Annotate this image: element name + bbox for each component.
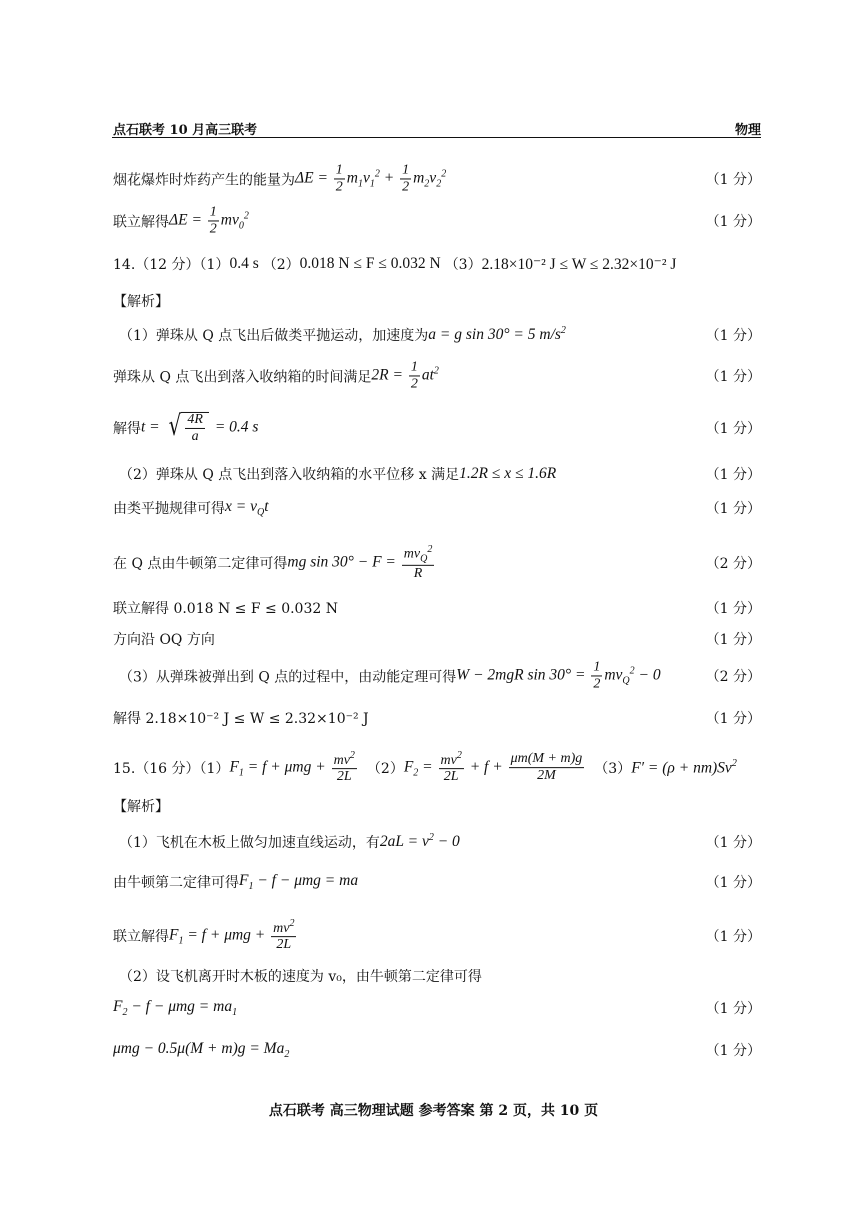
formula: $F_2$ = $\frac{mv^2}{2L}$ + f + $\frac{\mu m(M + m)g}{2M}$ xyxy=(403,750,583,785)
line-xvt: 由类平抛规律可得 $x = v_Qt$ （1 分） xyxy=(113,497,761,519)
line-board-eq xyxy=(113,1030,761,1070)
line-solve-energy: 联立解得 ΔE = $\frac{1}{2}$ $mv_0^2$ （1 分） xyxy=(113,204,761,237)
score: （1 分） xyxy=(705,421,761,437)
line-t-result: 解得 t = √ $\frac{4R}{a}$ = 0.4 s （1 分） xyxy=(113,408,761,444)
formula: $\mu mg - 0.5\mu(M + m)g = Ma_2$ xyxy=(113,1039,290,1061)
score: （1 分） xyxy=(705,369,761,385)
line-f-result: 联立解得 0.018 N ≤ F ≤ 0.032 N （1 分） xyxy=(113,588,761,628)
q15-answer: 15.（16 分）（1） $F_1 = f + \mu mg$ + $\frac{mv^2}{2L}$ （2） $F_2$ = $\frac{mv^2}{2L}$ + f + $\frac{\mu m(M + m)g}{2M}$ （3） $F' = (\rho + nm)Sv^2$ xyxy=(113,750,737,785)
formula: $x = v_Qt$ xyxy=(225,497,269,519)
line-uniform-accel: （1）飞机在木板上做匀加速直线运动，有 $2aL = v^2 - 0$ （1 分） xyxy=(119,832,761,851)
score: （1 分） xyxy=(705,875,761,891)
formula: ΔE = $\frac{1}{2}$ $m_1v_1^2$ + $\frac{1}{2}$ $m_2v_2^2$ xyxy=(295,162,447,195)
formula: ΔE = $\frac{1}{2}$ $mv_0^2$ xyxy=(169,204,249,237)
line-energy: 烟花爆炸时炸药产生的能量为 ΔE = $\frac{1}{2}$ $m_1v_1^2$ + $\frac{1}{2}$ $m_2v_2^2$ （1 分） xyxy=(113,162,761,195)
line-f2-eq xyxy=(113,988,761,1028)
line-f1-result: 联立解得 $F_1 = f + \mu mg$ + $\frac{mv^2}{2L}$ （1 分） xyxy=(113,918,761,953)
score: （1 分） xyxy=(705,1043,761,1059)
line-newton-plane: 由牛顿第二定律可得 $F_1 - f - \mu mg$ = ma （1 分） xyxy=(113,871,761,893)
line-direction: 方向沿 OQ 方向 （1 分） xyxy=(113,619,761,659)
formula: $F_2 - f - \mu mg = ma_1$ xyxy=(113,997,238,1019)
header-left: 点石联考 10 月高三联考 xyxy=(113,123,258,138)
formula: mg sin 30° − F = $\frac{mv_Q^2}{R}$ xyxy=(287,543,433,581)
score: （1 分） xyxy=(705,632,761,648)
formula: $2aL = v^2 - 0$ xyxy=(379,832,460,851)
score: （2 分） xyxy=(705,556,761,572)
score: （1 分） xyxy=(705,214,761,230)
analysis-heading: 【解析】 xyxy=(113,294,169,310)
line-board-speed: （2）设飞机离开时木板的速度为 v₀，由牛顿第二定律可得 xyxy=(119,969,482,985)
score: （1 分） xyxy=(705,467,761,483)
formula: a = g sin 30° = 5 $m/s^2$ xyxy=(428,325,566,344)
line-displacement: （2）弹珠从 Q 点飞出到落入收纳箱的水平位移 x 满足 1.2R ≤ x ≤ 1.6R （1 分） xyxy=(119,465,761,483)
score: （1 分） xyxy=(705,929,761,945)
formula: $F_1 - f - \mu mg$ = ma xyxy=(239,871,359,893)
score: （1 分） xyxy=(705,601,761,617)
formula: $F' = (\rho + nm)Sv^2$ xyxy=(631,758,737,777)
q14-answer: 14.（12 分）（1） 0.4 s （2） 0.018 N ≤ F ≤ 0.032 N （3） 2.18×10⁻² J ≤ W ≤ 2.32×10⁻² J xyxy=(113,255,677,273)
line-w-result: 解得 2.18×10⁻² J ≤ W ≤ 2.32×10⁻² J （1 分） xyxy=(113,698,761,738)
line-time: 弹珠从 Q 点飞出到落入收纳箱的时间满足 2R = $\frac{1}{2}$ $at^2$ （1 分） xyxy=(113,359,761,392)
analysis-heading-2: 【解析】 xyxy=(113,799,169,815)
formula: t = √ $\frac{4R}{a}$ = 0.4 s xyxy=(141,408,259,444)
line-newton-q: 在 Q 点由牛顿第二定律可得 mg sin 30° − F = $\frac{mv_Q^2}{R}$ （2 分） xyxy=(113,543,761,581)
formula: W − 2mgR sin 30° = $\frac{1}{2}$ $mv_Q^2 - 0$ xyxy=(456,659,661,692)
line-energy-theorem: （3）从弹珠被弹出到 Q 点的过程中，由动能定理可得 W − 2mgR sin 30° = $\frac{1}{2}$ $mv_Q^2 - 0$ （2 分） xyxy=(119,659,761,692)
page-footer: 点石联考 高三物理试题 参考答案 第 2 页，共 10 页 xyxy=(268,1103,599,1119)
score: （1 分） xyxy=(705,328,761,344)
formula: 1.2R ≤ x ≤ 1.6R xyxy=(459,465,557,482)
formula: $F_1 = f + \mu mg$ + $\frac{mv^2}{2L}$ xyxy=(169,918,295,953)
formula: $F_1 = f + \mu mg$ + $\frac{mv^2}{2L}$ xyxy=(229,750,355,785)
score: （2 分） xyxy=(705,669,761,685)
score: （1 分） xyxy=(705,835,761,851)
formula: 2R = $\frac{1}{2}$ $at^2$ xyxy=(371,359,439,392)
score: （1 分） xyxy=(705,1001,761,1017)
header-rule xyxy=(112,137,761,138)
score: （1 分） xyxy=(705,172,761,188)
header-right: 物理 xyxy=(734,123,761,138)
line-acceleration: （1）弹珠从 Q 点飞出后做类平抛运动，加速度为 a = g sin 30° = 5 $m/s^2$ （1 分） xyxy=(119,325,761,344)
score: （1 分） xyxy=(705,501,761,517)
score: （1 分） xyxy=(705,711,761,727)
